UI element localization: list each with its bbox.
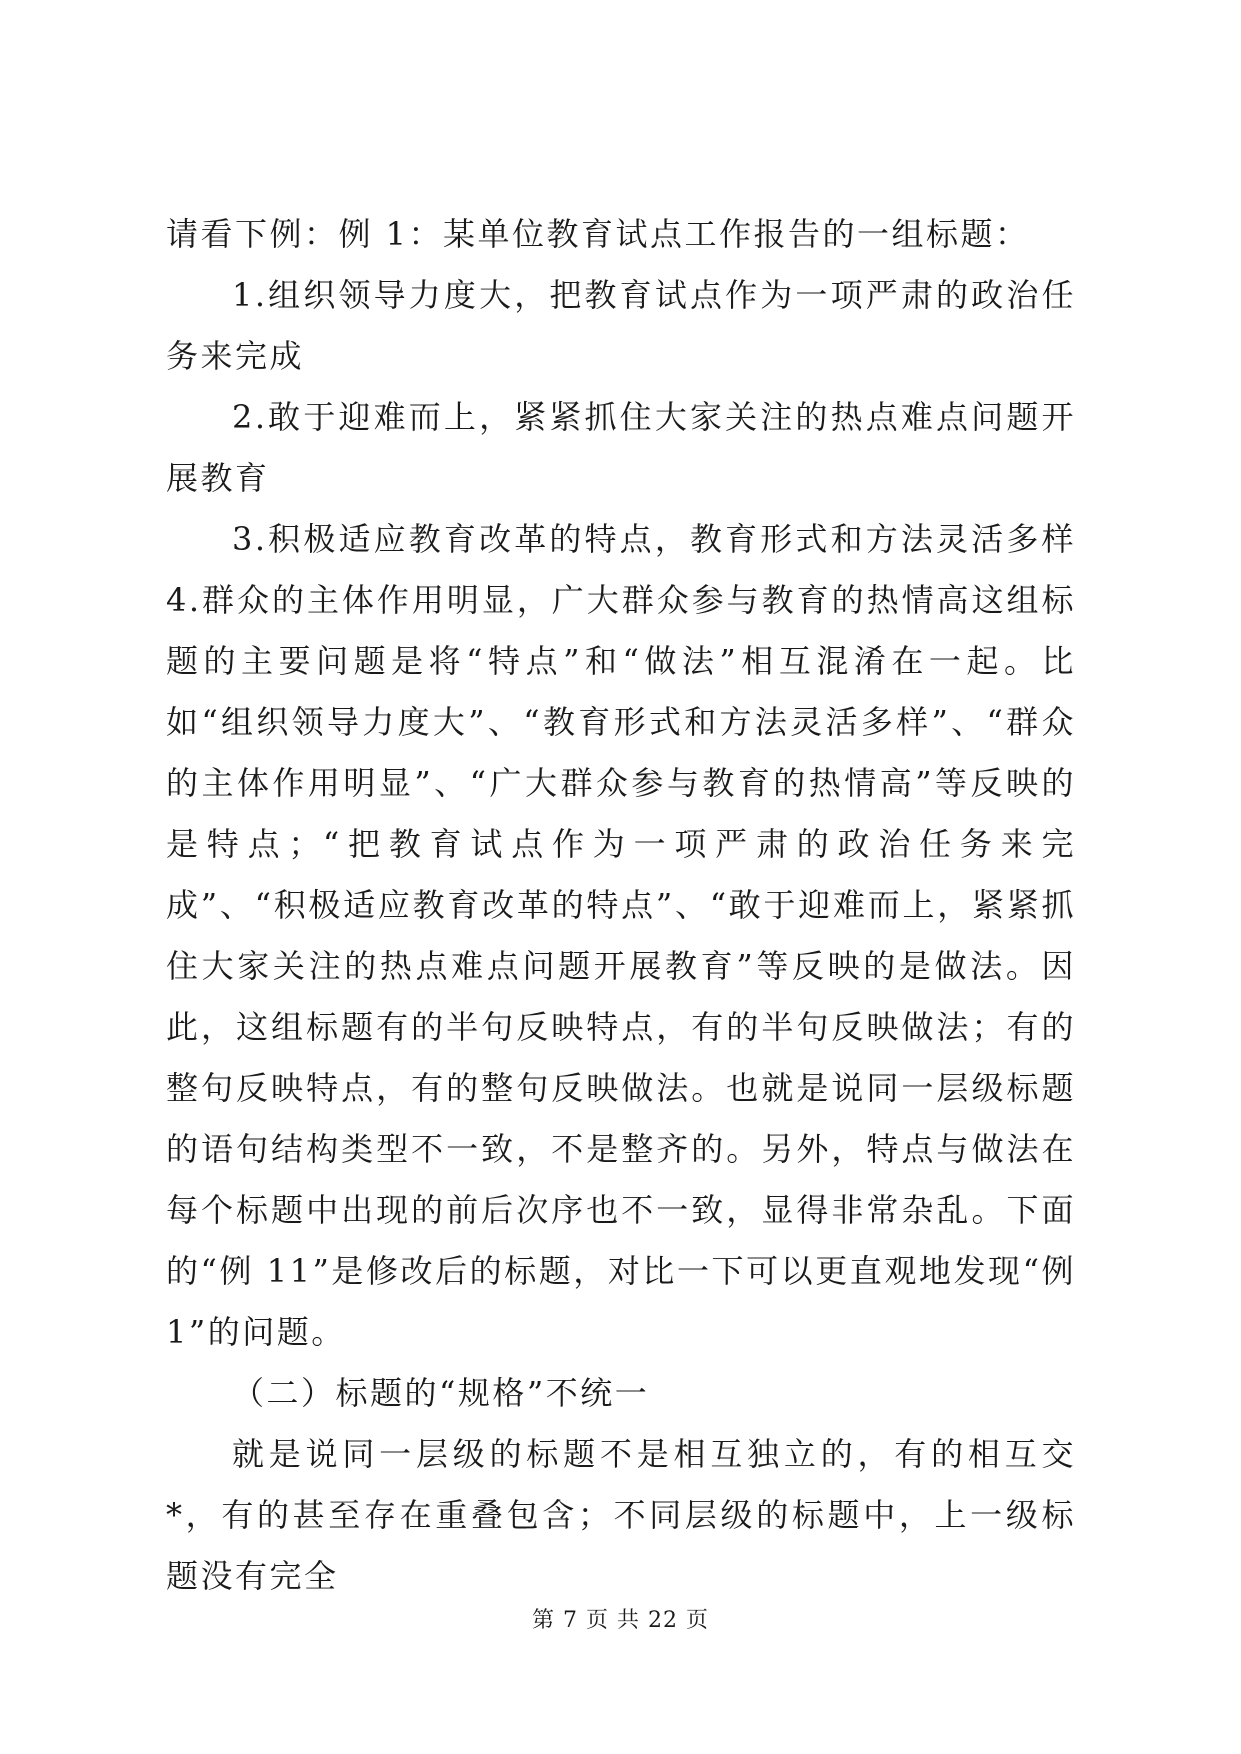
document-body: [166, 204, 1076, 1607]
intro-paragraph: 请看下例：例 1：某单位教育试点工作报告的一组标题：: [166, 215, 1030, 253]
analysis-paragraph: 3.积极适应教育改革的特点，教育形式和方法灵活多样 4.群众的主体作用明显，广大群众参与教育的热情高这组标题的主要问题是将“特点”和“做法”相互混淆在一起。比如“组织领导力度大”、“教育形式和方法灵活多样”、“群众的主体作用明显”、“广大群众参与教育的热情高”等反映的是特点；“把教育试点作为一项严肃的政治任务来完成”、“积极适应教育改革的特点”、“敢于迎难而上，紧紧抓住大家关注的热点难点问题开展教育”等反映的是做法。因此，这组标题有的半句反映特点，有的半句反映做法；有的整句反映特点，有的整句反映做法。也就是说同一层级标题的语句结构类型不一致，不是整齐的。另外，特点与做法在每个标题中出现的前后次序也不一致，显得非常杂乱。下面的“例 11”是修改后的标题，对比一下可以更直观地发现“例 1”的问题。: [166, 520, 1076, 1351]
section-heading: （二）标题的“规格”不统一: [232, 1374, 650, 1412]
page-number-footer: 第 7 页 共 22 页: [532, 1608, 709, 1633]
body-paragraph: 就是说同一层级的标题不是相互独立的，有的相互交*，有的甚至存在重叠包含；不同层级的标题中，上一级标题没有完全: [166, 1435, 1076, 1595]
heading-example-1: 1.组织领导力度大，把教育试点作为一项严肃的政治任务来完成: [166, 276, 1076, 375]
heading-example-2: 2.敢于迎难而上，紧紧抓住大家关注的热点难点问题开展教育: [166, 398, 1076, 497]
